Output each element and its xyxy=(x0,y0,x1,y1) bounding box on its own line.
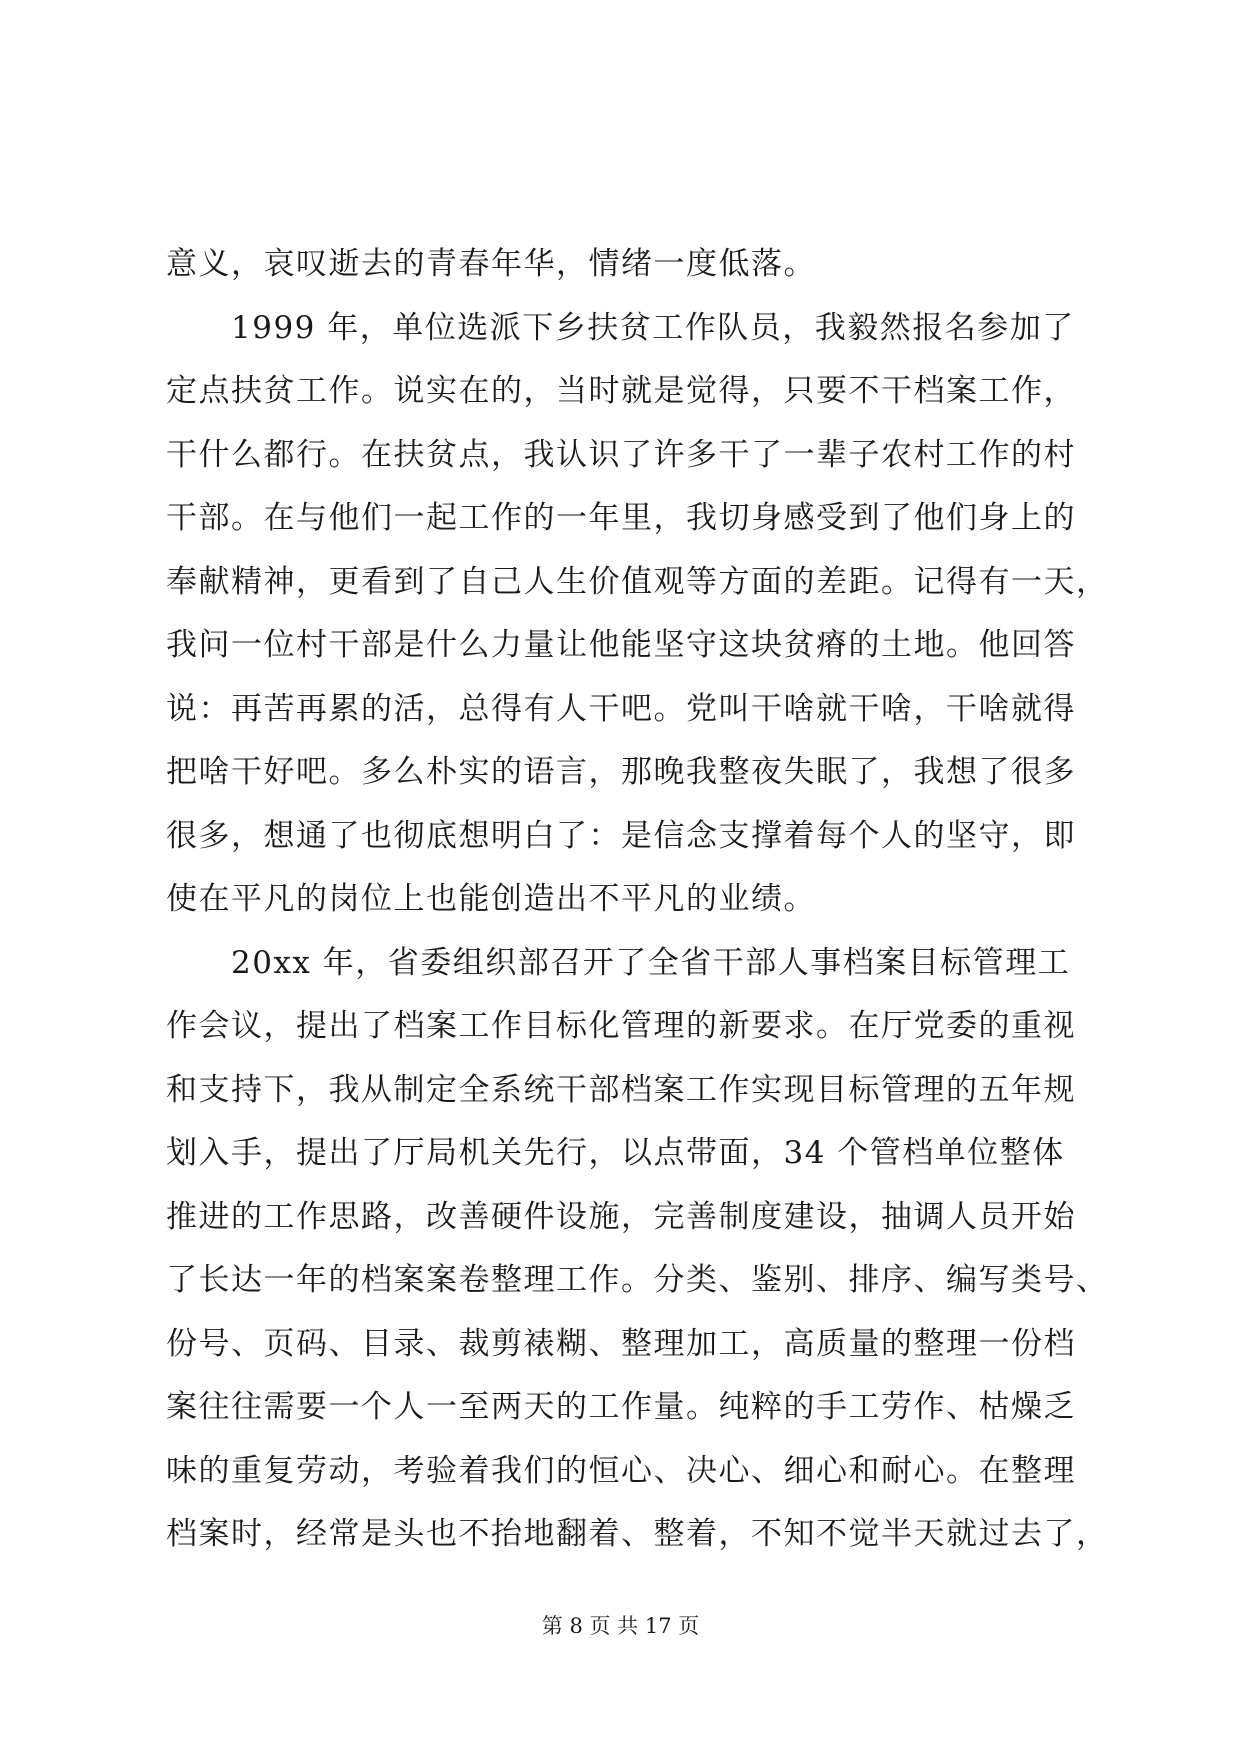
text-line: 份号、页码、目录、裁剪裱糊、整理加工，高质量的整理一份档 xyxy=(166,1325,1076,1362)
text-line: 干什么都行。在扶贫点，我认识了许多干了一辈子农村工作的村 xyxy=(166,436,1076,473)
text-line: 划入手，提出了厅局机关先行，以点带面，34 个管档单位整体 xyxy=(166,1135,1065,1171)
text-line: 1999 年，单位选派下乡扶贫工作队员，我毅然报名参加了 xyxy=(166,309,1075,346)
text-line: 使在平凡的岗位上也能创造出不平凡的业绩。 xyxy=(166,881,816,917)
text-line: 意义，哀叹逝去的青春年华，情绪一度低落。 xyxy=(166,246,816,282)
text-line: 说：再苦再累的活，总得有人干吧。党叫干啥就干啥，干啥就得 xyxy=(166,690,1076,727)
text-line: 我问一位村干部是什么力量让他能坚守这块贫瘠的土地。他回答 xyxy=(166,627,1076,663)
text-line: 味的重复劳动，考验着我们的恒心、决心、细心和耐心。在整理 xyxy=(166,1452,1076,1489)
text-line: 把啥干好吧。多么朴实的语言，那晚我整夜失眠了，我想了很多 xyxy=(166,754,1076,790)
text-line: 干部。在与他们一起工作的一年里，我切身感受到了他们身上的 xyxy=(166,500,1076,536)
page-number-footer: 第 8 页 共 17 页 xyxy=(541,1614,700,1638)
body-text xyxy=(166,233,1109,1567)
text-line: 推进的工作思路，改善硬件设施，完善制度建设，抽调人员开始 xyxy=(166,1198,1076,1235)
text-line: 20xx 年，省委组织部召开了全省干部人事档案目标管理工 xyxy=(166,944,1071,981)
text-line: 奉献精神，更看到了自己人生价值观等方面的差距。记得有一天， xyxy=(166,563,1109,600)
text-line: 案往往需要一个人一至两天的工作量。纯粹的手工劳作、枯燥乏 xyxy=(166,1389,1076,1425)
text-line: 很多，想通了也彻底想明白了：是信念支撑着每个人的坚守，即 xyxy=(166,817,1076,854)
text-line: 了长达一年的档案案卷整理工作。分类、鉴别、排序、编写类号、 xyxy=(166,1262,1109,1298)
text-line: 作会议，提出了档案工作目标化管理的新要求。在厅党委的重视 xyxy=(166,1008,1076,1044)
text-line: 和支持下，我从制定全系统干部档案工作实现目标管理的五年规 xyxy=(166,1071,1076,1108)
text-line: 定点扶贫工作。说实在的，当时就是觉得，只要不干档案工作， xyxy=(166,373,1076,409)
text-line: 档案时，经常是头也不抬地翻着、整着，不知不觉半天就过去了， xyxy=(166,1516,1109,1552)
